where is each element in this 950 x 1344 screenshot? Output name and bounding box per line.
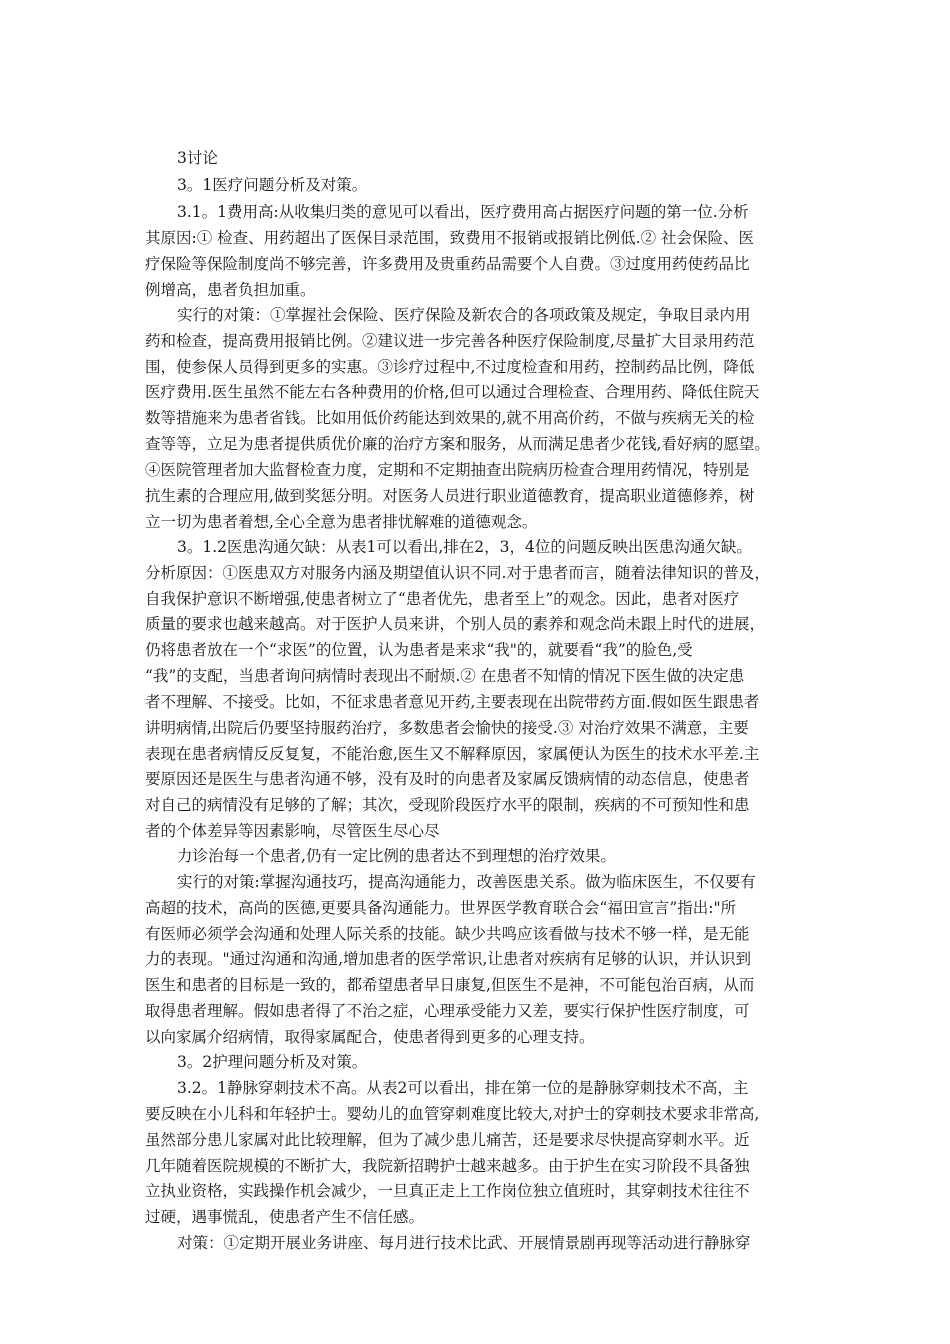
text-line: 查等等，立足为患者提供质优价廉的治疗方案和服务，从而满足患者少花钱,看好病的愿望。 <box>145 435 770 453</box>
text-line: 其原因:① 检查、用药超出了医保目录范围，致费用不报销或报销比例低.② 社会保险、医 <box>145 229 755 247</box>
text-line: 分析原因：①医患双方对服务内涵及期望值认识不同.对于患者而言，随着法律知识的普及， <box>145 564 770 582</box>
text-line: 医疗费用.医生虽然不能左右各种费用的价格,但可以通过合理检查、合理用药、降低住院天 <box>145 383 760 401</box>
text-line: 自我保护意识不断增强,使患者树立了“患者优先，患者至上”的观念。因此，患者对医疗 <box>145 590 740 608</box>
text-line: 实行的对策：①掌握社会保险、医疗保险及新农合的各项政策及规定，争取目录内用 <box>177 306 751 324</box>
text-line: 药和检查，提高费用报销比例。②建议进一步完善各种医疗保险制度,尽量扩大目录用药范 <box>145 332 755 350</box>
text-line: 表现在患者病情反反复复，不能治愈,医生又不解释原因，家属便认为医生的技术水平差.主 <box>145 745 760 763</box>
text-line: 例增高，患者负担加重。 <box>145 281 316 299</box>
text-line: 者的个体差异等因素影响，尽管医生尽心尽 <box>145 822 440 840</box>
text-line: 力的表现。"通过沟通和沟通,增加患者的医学常识,让患者对疾病有足够的认识，并认识到 <box>145 950 751 968</box>
text-line: 3。1.2医患沟通欠缺：从表1可以看出,排在2，3，4位的问题反映出医患沟通欠缺。 <box>177 538 752 556</box>
text-line: 取得患者理解。假如患者得了不治之症，心理承受能力又差，要实行保护性医疗制度，可 <box>145 1002 750 1020</box>
text-line: 围，使参保人员得到更多的实惠。③诊疗过程中,不过度检查和用药，控制药品比例，降低 <box>145 358 755 376</box>
text-line: 以向家属介绍病情，取得家属配合，使患者得到更多的心理支持。 <box>145 1028 595 1046</box>
text-line: 3讨论 <box>177 149 218 167</box>
text-line: 对自己的病情没有足够的了解；其次，受现阶段医疗水平的限制，疾病的不可预知性和患 <box>145 796 750 814</box>
text-line: ④医院管理者加大监督检查力度，定期和不定期抽查出院病历检查合理用药情况，特别是 <box>145 461 750 479</box>
text-line: 者不理解、不接受。比如，不征求患者意见开药,主要表现在出院带药方面.假如医生跟患者 <box>145 693 760 711</box>
text-line: 高超的技术，高尚的医德,更要具备沟通能力。世界医学教育联合会“福田宣言”指出:"所 <box>145 899 737 917</box>
text-line: 过硬，遇事慌乱，使患者产生不信任感。 <box>145 1208 425 1226</box>
text-line: 要原因还是医生与患者沟通不够，没有及时的向患者及家属反馈病情的动态信息，使患者 <box>145 770 750 788</box>
text-line: 3。2护理问题分析及对策。 <box>177 1053 368 1071</box>
text-line: 疗保险等保险制度尚不够完善，许多费用及贵重药品需要个人自费。③过度用药使药品比 <box>145 255 750 273</box>
text-line: 要反映在小儿科和年轻护士。婴幼儿的血管穿刺难度比较大,对护士的穿刺技术要求非常高, <box>145 1105 760 1123</box>
text-line: 3。1医疗问题分析及对策。 <box>177 176 368 194</box>
text-line: 讲明病情,出院后仍要坚持服药治疗，多数患者会愉快的接受.③ 对治疗效果不满意，主要 <box>145 719 749 737</box>
text-line: 数等措施来为患者省钱。比如用低价药能达到效果的,就不用高价药，不做与疾病无关的检 <box>145 409 755 427</box>
text-line: 医生和患者的目标是一致的，都希望患者早日康复,但医生不是神，不可能包治百病，从而 <box>145 976 755 994</box>
text-line: 力诊治每一个患者,仍有一定比例的患者达不到理想的治疗效果。 <box>177 847 616 865</box>
text-line: 3.2。1静脉穿刺技术不高。从表2可以看出，排在第一位的是静脉穿刺技术不高，主 <box>177 1079 749 1097</box>
text-line: 几年随着医院规模的不断扩大，我院新招聘护士越来越多。由于护生在实习阶段不具备独 <box>145 1157 750 1175</box>
text-line: 实行的对策:掌握沟通技巧，提高沟通能力，改善医患关系。做为临床医生，不仅要有 <box>177 873 756 891</box>
text-line: 对策：①定期开展业务讲座、每月进行技术比武、开展情景剧再现等活动进行静脉穿 <box>177 1234 751 1252</box>
text-line: 立一切为患者着想,全心全意为患者排忧解难的道德观念。 <box>145 513 538 531</box>
text-line: 3.1。1费用高:从收集归类的意见可以看出，医疗费用高占据医疗问题的第一位.分析 <box>177 203 749 221</box>
text-line: 质量的要求也越来越高。对于医护人员来讲，个别人员的素养和观念尚未跟上时代的进展， <box>145 615 766 633</box>
text-line: 有医师必须学会沟通和处理人际关系的技能。缺少共鸣应该看做与技术不够一样，是无能 <box>145 925 750 943</box>
text-line: 虽然部分患儿家属对此比较理解，但为了减少患儿痛苦，还是要求尽快提高穿刺水平。近 <box>145 1131 750 1149</box>
text-line: “我”的支配，当患者询问病情时表现出不耐烦.② 在患者不知情的情况下医生做的决定患 <box>145 667 745 685</box>
text-line: 抗生素的合理应用,做到奖惩分明。对医务人员进行职业道德教育，提高职业道德修养，树 <box>145 487 755 505</box>
text-line: 仍将患者放在一个“求医”的位置，认为患者是来求“我"的，就要看“我”的脸色,受 <box>145 641 693 659</box>
text-line: 立执业资格，实践操作机会减少，一旦真正走上工作岗位独立值班时，其穿刺技术往往不 <box>145 1182 750 1200</box>
